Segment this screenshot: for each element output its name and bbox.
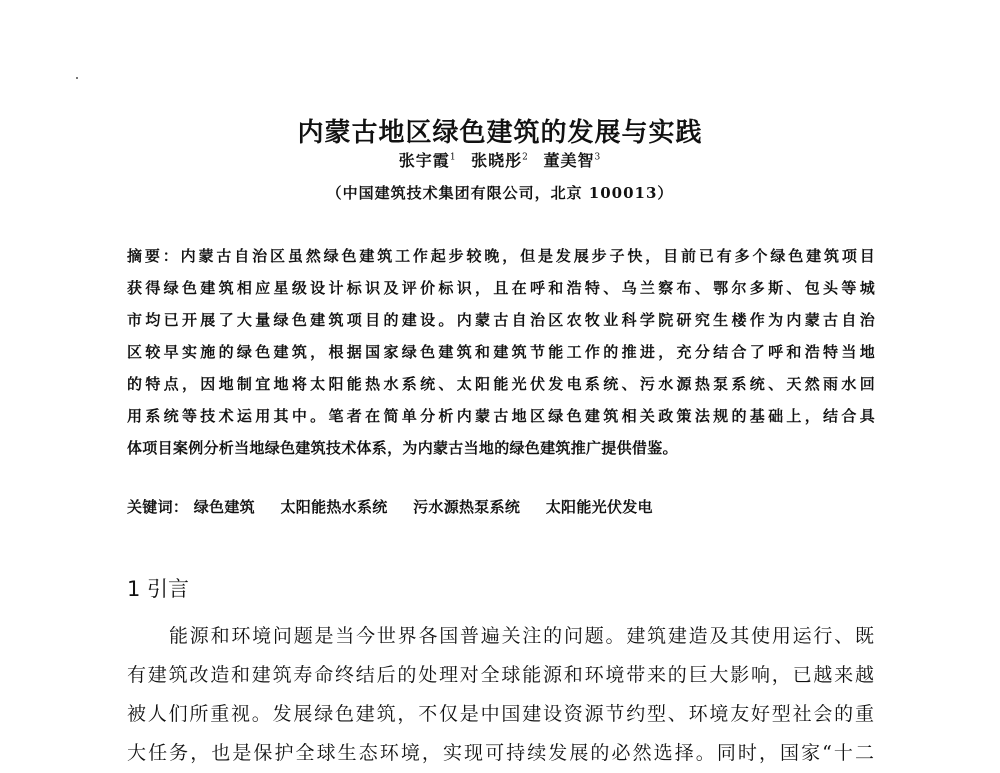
keywords — [127, 496, 875, 517]
abstract-text: ：内蒙古自治区虽然绿色建筑工作起步较晚，但是发展步子快，目前已有多个绿色建筑项目 — [162, 247, 875, 265]
abstract-line: 体项目案例分析当地绿色建筑技术体系，为内蒙古当地的绿色建筑推广提供借鉴。 — [127, 439, 678, 457]
paper-title: 内蒙古地区绿色建筑的发展与实践 — [297, 118, 703, 148]
keywords-label: 关键词： — [127, 498, 189, 516]
author-affiliation-mark: 2 — [522, 152, 529, 163]
abstract-line: 用系统等技术运用其中。笔者在简单分析内蒙古地区绿色建筑相关政策法规的基础上，结合具 — [127, 407, 875, 425]
author-affiliation-mark: 3 — [594, 152, 602, 163]
body-line: 被人们所重视。发展绿色建筑，不仅是中国建设资源节约型、环境友好型社会的重 — [127, 703, 875, 725]
author-affiliation-mark: 1 — [449, 152, 457, 163]
body-line: 有建筑改造和建筑寿命终结后的处理对全球能源和环境带来的巨大影响，已越来越 — [127, 664, 875, 686]
author — [543, 151, 601, 170]
abstract-line: 的特点，因地制宜地将太阳能热水系统、太阳能光伏发电系统、污水源热泵系统、天然雨水回 — [127, 375, 875, 393]
author-name: 张宇霞 — [398, 151, 450, 170]
affiliation: （中国建筑技术集团有限公司，北京 100013） — [326, 184, 674, 202]
author-list — [0, 148, 1000, 171]
abstract-line: 获得绿色建筑相应星级设计标识及评价标识，且在呼和浩特、乌兰察布、鄂尔多斯、包头等城 — [127, 279, 875, 297]
keyword: 污水源热泵系统 — [413, 498, 521, 516]
keyword: 绿色建筑 — [193, 498, 255, 516]
abstract-line — [127, 240, 875, 272]
abstract-line: 市均已开展了大量绿色建筑项目的建设。内蒙古自治区农牧业科学院研究生楼作为内蒙古自治 — [127, 311, 875, 329]
author-name: 董美智 — [543, 151, 595, 170]
abstract-label: 摘要 — [127, 247, 163, 265]
author-name: 张晓彤 — [471, 151, 523, 170]
body-line: 大任务，也是保护全球生态环境，实现可持续发展的必然选择。同时，国家“十二 — [127, 742, 875, 764]
scan-speck — [76, 77, 78, 79]
keyword: 太阳能热水系统 — [280, 498, 388, 516]
keyword: 太阳能光伏发电 — [545, 498, 653, 516]
section-heading: 1 引言 — [127, 577, 190, 601]
body-line: 能源和环境问题是当今世界各国普遍关注的问题。建筑建造及其使用运行、既 — [169, 625, 875, 647]
body-paragraph — [127, 617, 875, 773]
abstract-line: 区较早实施的绿色建筑，根据国家绿色建筑和建筑节能工作的推进，充分结合了呼和浩特当地 — [127, 343, 875, 361]
abstract — [127, 240, 875, 464]
author — [399, 151, 457, 170]
author — [471, 151, 529, 170]
